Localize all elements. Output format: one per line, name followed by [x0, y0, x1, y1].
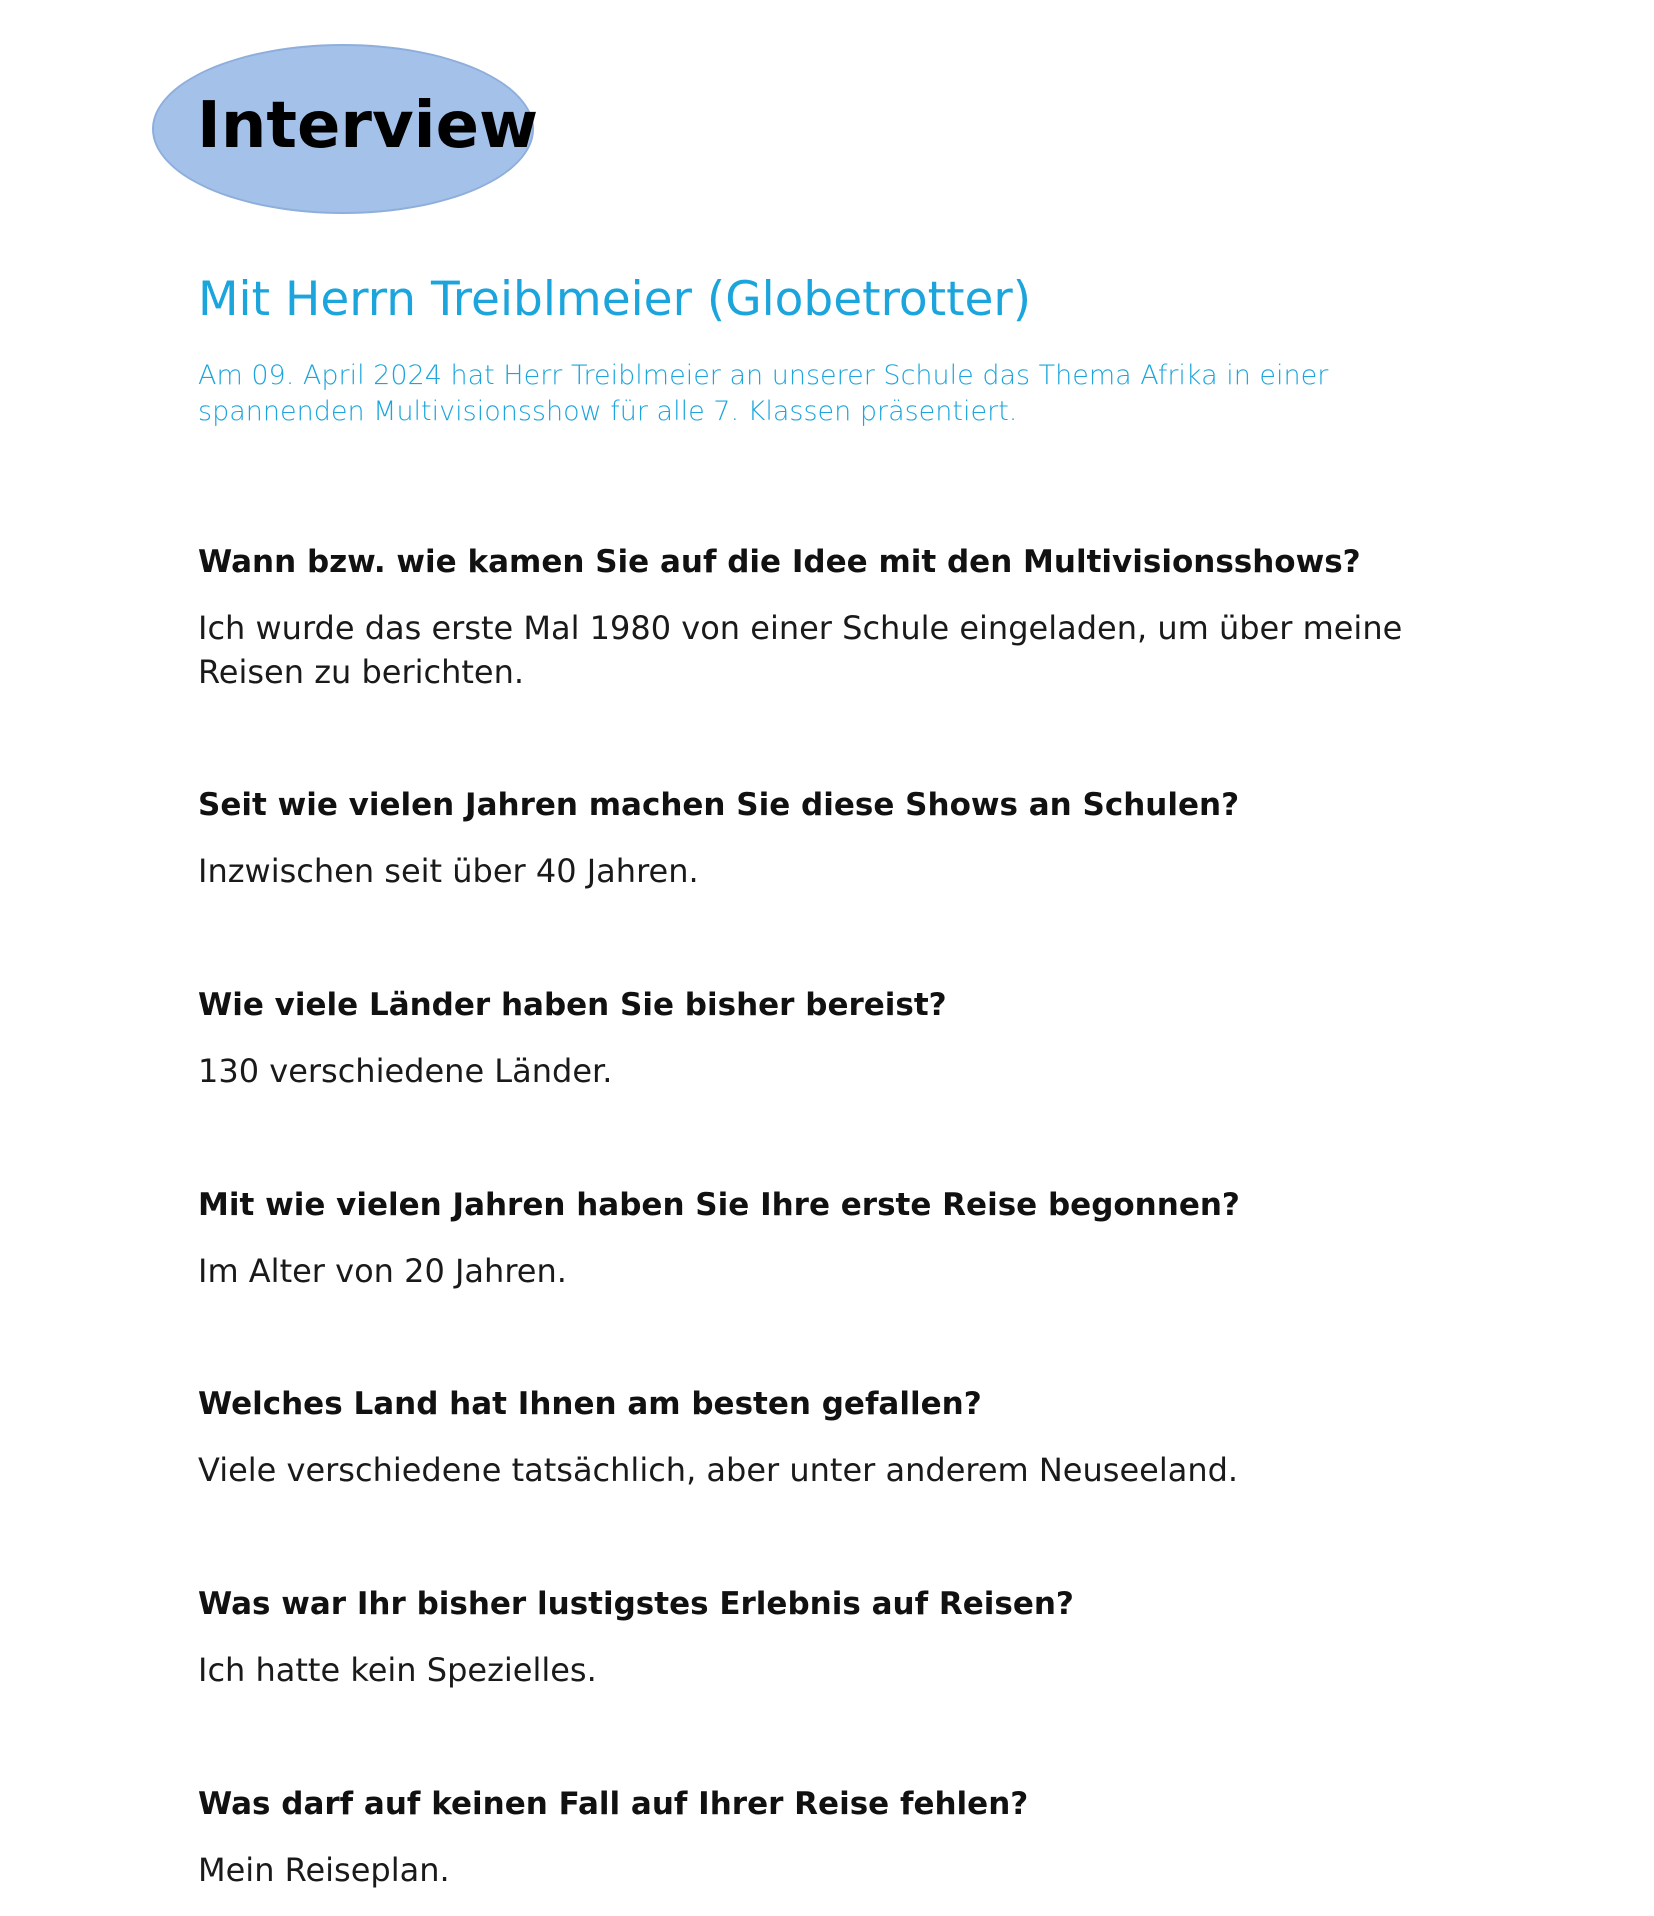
qa-item: [198, 542, 1448, 694]
question: Wie viele Länder haben Sie bisher bereist?: [198, 987, 947, 1023]
qa-item: [198, 1384, 1448, 1492]
question: Wann bzw. wie kamen Sie auf die Idee mit den Multivisionsshows?: [198, 544, 1361, 580]
qa-item: [198, 985, 1448, 1093]
question: Seit wie vielen Jahren machen Sie diese Shows an Schulen?: [198, 787, 1240, 823]
subtitle: Mit Herrn Treiblmeier (Globetrotter): [198, 272, 1032, 327]
qa-item: [198, 1584, 1448, 1692]
qa-item: [198, 785, 1448, 893]
answer: Inzwischen seit über 40 Jahren.: [198, 852, 699, 890]
question: Was darf auf keinen Fall auf Ihrer Reise fehlen?: [198, 1786, 1029, 1822]
answer: 130 verschiedene Länder.: [198, 1052, 613, 1090]
answer: Ich hatte kein Spezielles.: [198, 1651, 597, 1689]
answer: Im Alter von 20 Jahren.: [198, 1252, 567, 1290]
answer: Viele verschiedene tatsächlich, aber unter anderem Neuseeland.: [198, 1451, 1239, 1489]
answer: Ich wurde das erste Mal 1980 von einer Schule eingeladen, um über meine Reisen zu berichten.: [198, 609, 1403, 691]
answer: Mein Reiseplan.: [198, 1851, 450, 1889]
qa-item: [198, 1784, 1448, 1892]
question: Was war Ihr bisher lustigstes Erlebnis auf Reisen?: [198, 1586, 1074, 1622]
page-title: Interview: [197, 89, 539, 163]
intro-paragraph: Am 09. April 2024 hat Herr Treiblmeier an unserer Schule das Thema Afrika in einer spannenden Multivisionsshow für alle 7. Klassen präsentiert.: [198, 360, 1329, 427]
qa-item: [198, 1185, 1448, 1293]
question: Welches Land hat Ihnen am besten gefallen?: [198, 1386, 982, 1422]
question: Mit wie vielen Jahren haben Sie Ihre erste Reise begonnen?: [198, 1187, 1240, 1223]
